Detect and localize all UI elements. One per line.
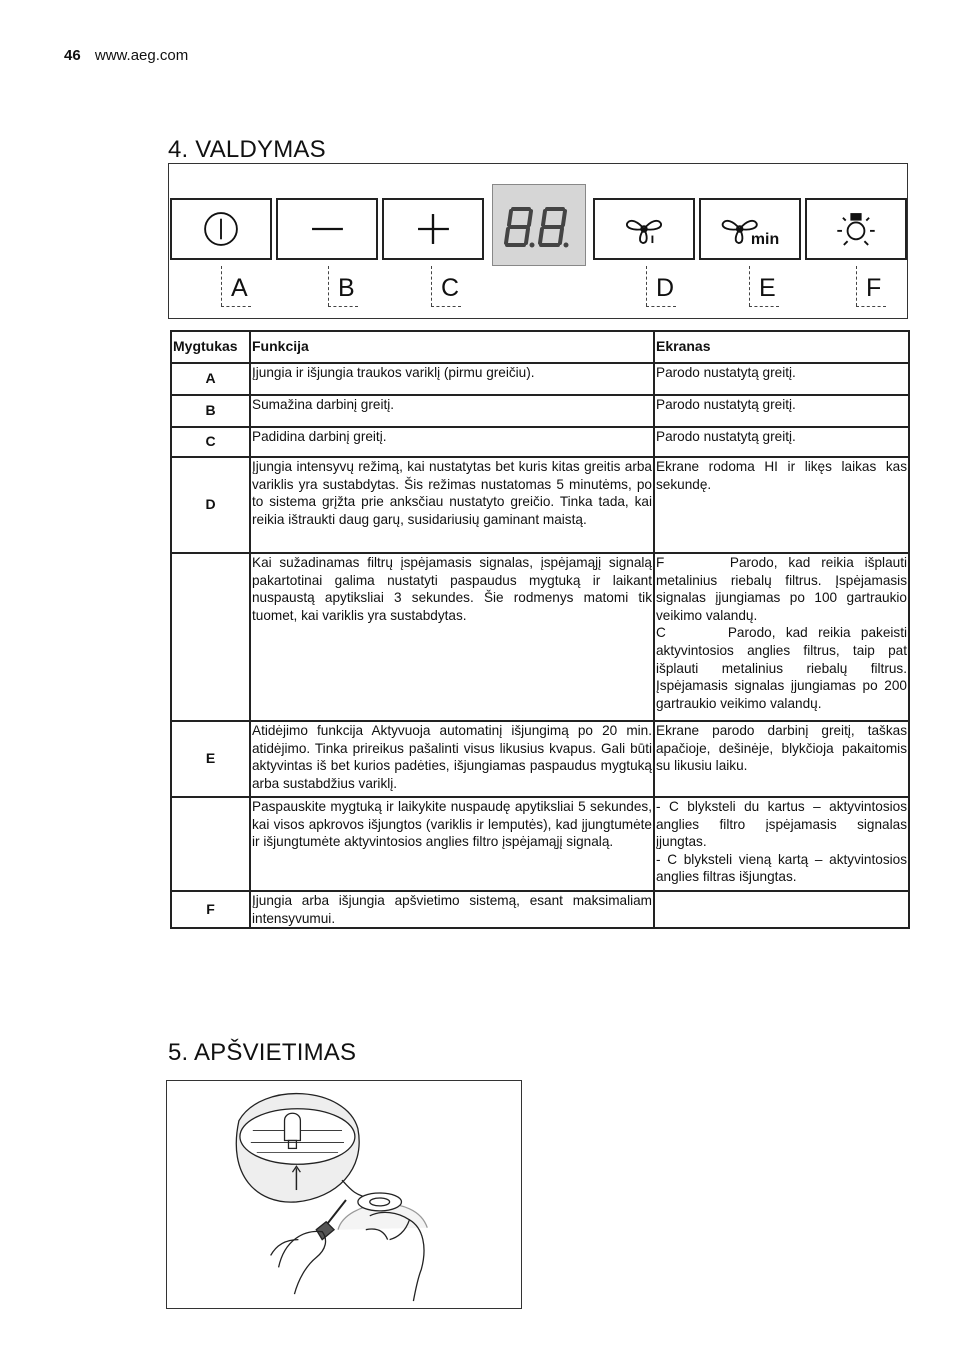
lamp-illustration-icon [167, 1081, 521, 1308]
page-header [64, 47, 188, 64]
seven-segment-display [492, 184, 586, 266]
label-c: C [431, 266, 461, 308]
table-header-row [171, 331, 909, 363]
label-d: D [646, 266, 676, 308]
table-row: B Sumažina darbinį greitį. Parodo nustatytą greitį. [171, 395, 909, 427]
button-d [593, 198, 695, 260]
label-f: F [856, 266, 886, 308]
plus-icon [384, 200, 482, 258]
page-number: 46 [64, 47, 81, 64]
section-title-controls: 4. VALDYMAS [168, 136, 326, 163]
button-e [699, 198, 801, 260]
header-function: Funkcija [250, 331, 654, 363]
button-a [170, 198, 272, 260]
lamp-replacement-illustration [166, 1080, 522, 1309]
button-b [276, 198, 378, 260]
light-icon [807, 200, 905, 258]
label-b: B [328, 266, 358, 308]
minus-icon [278, 200, 376, 258]
button-f [805, 198, 907, 260]
button-c [382, 198, 484, 260]
table-row: C Padidina darbinį greitį. Parodo nustatytą greitį. [171, 427, 909, 457]
fan-boost-icon [595, 200, 693, 258]
function-table [170, 330, 910, 929]
label-a: A [221, 266, 251, 308]
header-button: Mygtukas [171, 331, 250, 363]
table-row: F Įjungia arba išjungia apšvietimo sistemą, esant maksimaliam intensyvumui. [171, 891, 909, 928]
min-text: min [750, 230, 780, 248]
section-title-lighting: 5. APŠVIETIMAS [168, 1039, 357, 1066]
table-row: Kai sužadinamas filtrų įspėjamasis signalas, įspėjamąjį signalą pakartotinai galima nustatyti paspaudus mygtuką ir laikant nuspaustą apytiksliai 3 sekundes. Šie rodmenys matomi tik tuomet, kai variklis yra sustabdytas. F Parodo, kad reikia išplauti metalinius riebalų filtrus. Įspėjamasis signalas įjungiamas po 100 gartraukio veikimo valandų. C Parodo, kad reikia pakeisti aktyvintosios anglies filtrus, taip pat išplauti metalinius riebalų filtrus. Įspėjamasis signalas įjungiamas po 200 gartraukio veikimo valandų. [171, 553, 909, 721]
control-panel-diagram [168, 163, 908, 319]
website-link[interactable]: www.aeg.com [94, 47, 189, 64]
display-digits-icon [493, 185, 587, 267]
table-row: Paspauskite mygtuką ir laikykite nuspaudę apytiksliai 5 sekundes, kai visos apkrovos išjungtos (variklis ir lemputės), kad įjungtumėte ir išjungtumėte aktyvintosios anglies filtro įspėjamąjį signalą. - C blyksteli du kartus – aktyvintosios anglies filtro įspėjamasis signalas įjungtas. - C blyksteli vieną kartą – aktyvintosios anglies filtras išjungtas. [171, 797, 909, 891]
table-row: E Atidėjimo funkcija Aktyvuoja automatinį išjungimą po 20 min. atidėjimo. Tinka prireikus pašalinti visus likusius kvapus. Gali būti aktyvintas iš bet kurios padėties, išjungiamas paspaudus mygtuką arba sustabdžius variklį. Ekrane parodo darbinį greitį, taškas apačioje, dešinėje, blykčioja pakaitomis su likusiu laiku. [171, 721, 909, 797]
header-screen: Ekranas [654, 331, 909, 363]
table-row: A Įjungia ir išjungia traukos variklį (pirmu greičiu). Parodo nustatytą greitį. [171, 363, 909, 395]
fan-timer-icon [701, 200, 799, 258]
power-icon [172, 200, 270, 258]
label-e: E [749, 266, 779, 308]
table-row: D Įjungia intensyvų režimą, kai nustatytas bet kuris kitas greitis arba variklis yra sustabdytas. Šis režimas nustatomas 5 minutėms, po to sistema grįžta prie anksčiau nustatyto greičio. Tinka tada, kai reikia ištraukti daug garų, susidariusių gaminant maistą. Ekrane rodoma HI ir likęs laikas kas sekundę. [171, 457, 909, 553]
